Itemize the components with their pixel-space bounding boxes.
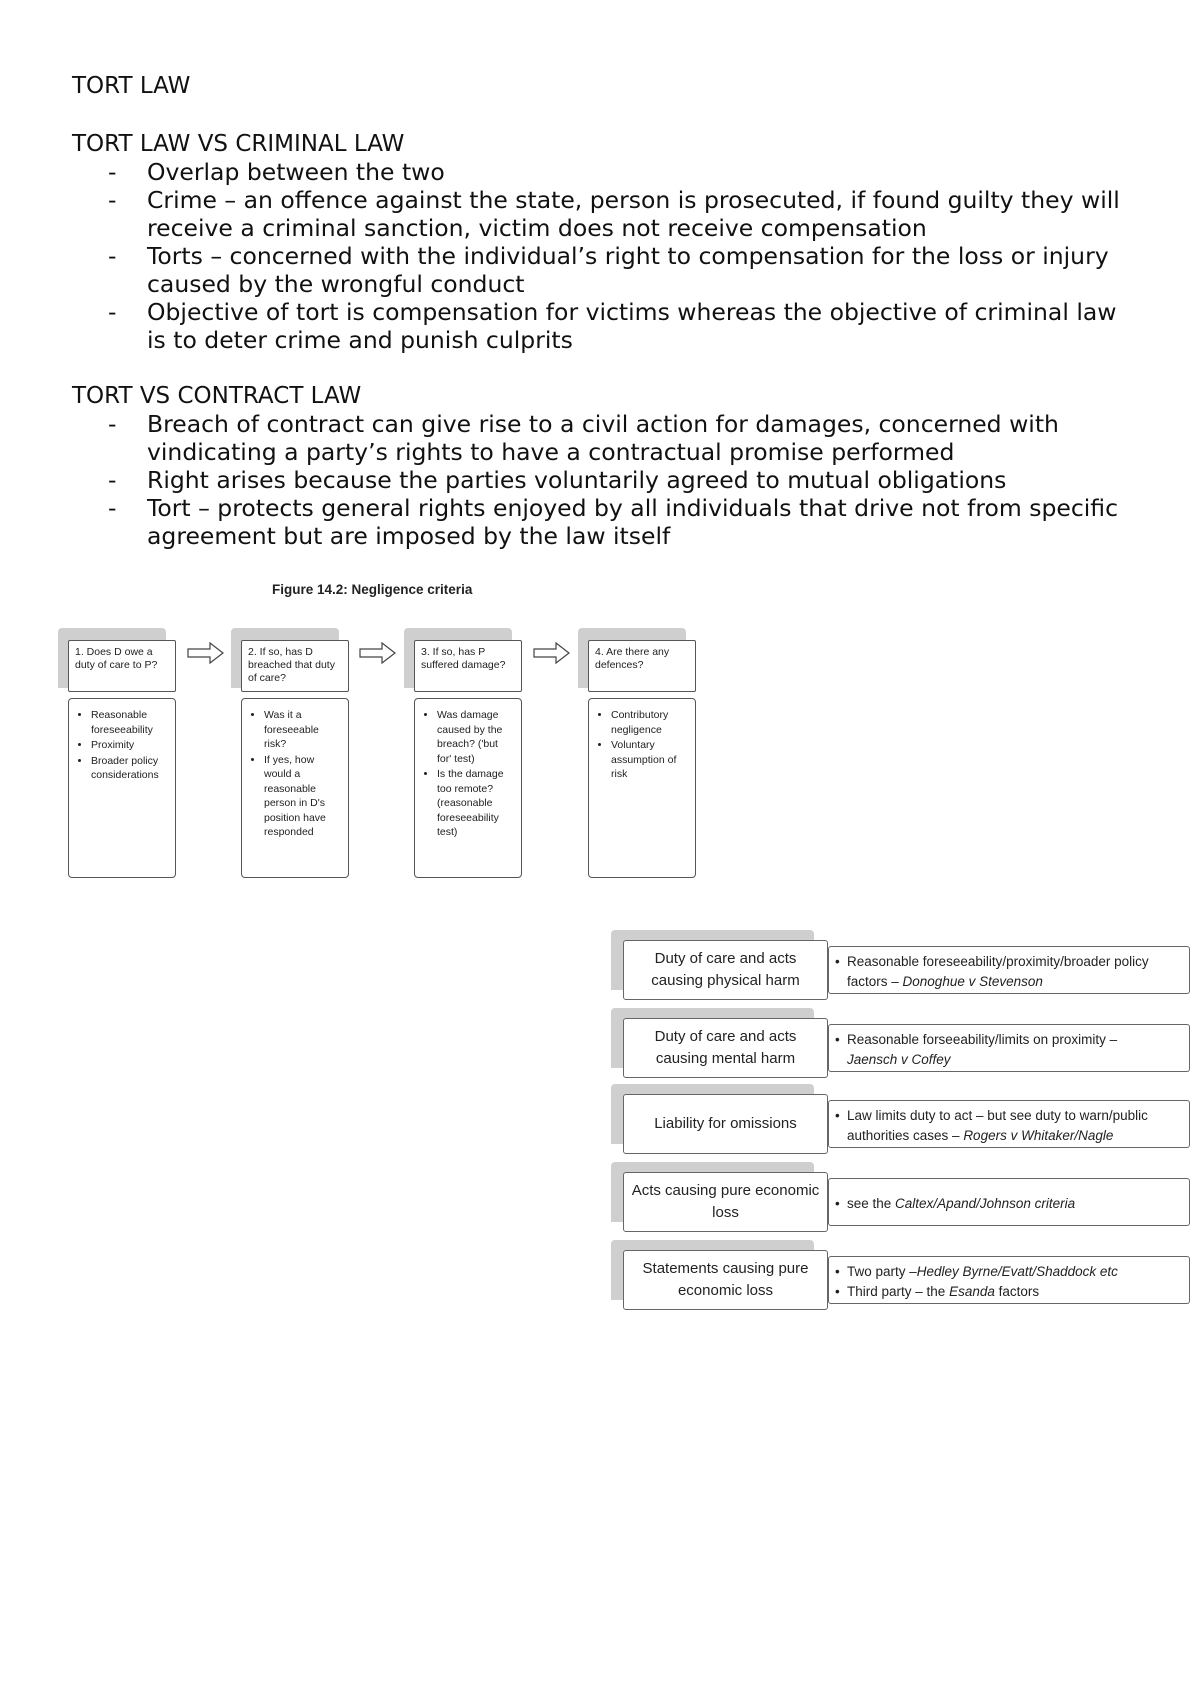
description-line	[835, 1030, 1183, 1050]
description-line	[835, 1262, 1183, 1282]
description-text: authorities cases –	[847, 1128, 964, 1143]
table-row	[611, 1162, 1191, 1226]
duty-description	[828, 1256, 1190, 1304]
case-name: Esanda	[949, 1284, 995, 1299]
description-text: see the	[847, 1196, 896, 1211]
list-item: - Overlap between the two	[108, 158, 445, 186]
duty-category: Liability for omissions	[623, 1094, 828, 1154]
table-row	[611, 1240, 1191, 1304]
case-name: Hedley Byrne/Evatt/Shaddock etc	[916, 1264, 1118, 1279]
list-item: - Objective of tort is compensation for victims whereas the objective of criminal law is to deter crime and punish culprits	[108, 298, 1117, 354]
step-considerations	[414, 698, 522, 878]
description-text: Reasonable foreseeability/proximity/broader policy	[847, 954, 1149, 969]
case-name: Rogers v Whitaker/Nagle	[963, 1128, 1114, 1143]
figure-title: Figure 14.2: Negligence criteria	[272, 582, 473, 597]
list-item: • Contributory negligence	[611, 708, 689, 737]
list-item: • Is the damage too remote? (reasonable foreseeability test)	[437, 767, 515, 840]
criminal-heading: TORT LAW VS CRIMINAL LAW	[72, 131, 405, 157]
step-question: 3. If so, has P suffered damage?	[414, 640, 522, 692]
list-item: • Voluntary assumption of risk	[611, 738, 689, 782]
case-name: Donoghue v Stevenson	[902, 974, 1043, 989]
step-question: 4. Are there any defences?	[588, 640, 696, 692]
duty-description	[828, 1100, 1190, 1148]
list-item: • Broader policy considerations	[91, 754, 169, 783]
criminal-bullet-list	[72, 158, 1132, 354]
document-title: TORT LAW	[72, 73, 191, 99]
description-text: Third party – the	[847, 1284, 950, 1299]
list-item: - Crime – an offence against the state, person is prosecuted, if found guilty they will receive a criminal sanction, victim does not receive compensation	[108, 186, 1120, 242]
contract-bullet-list	[72, 410, 1132, 550]
description-text: factors –	[847, 974, 903, 989]
description-text: factors	[994, 1284, 1040, 1299]
step-considerations	[68, 698, 176, 878]
arrow-right-icon	[358, 640, 398, 666]
description-line	[835, 1194, 1183, 1214]
arrow-right-icon	[186, 640, 226, 666]
list-item: • If yes, how would a reasonable person in D's position have responded	[264, 753, 342, 840]
list-item: • Reasonable foreseeability	[91, 708, 169, 737]
list-item: • Was it a foreseeable risk?	[264, 708, 342, 752]
duty-description	[828, 1024, 1190, 1072]
description-text: Reasonable forseeability/limits on proximity –	[847, 1032, 1118, 1047]
duty-category: Duty of care and acts causing mental harm	[623, 1018, 828, 1078]
case-name: Caltex/Apand/Johnson criteria	[895, 1196, 1076, 1211]
list-item: • Was damage caused by the breach? ('but for' test)	[437, 708, 515, 766]
description-line	[835, 952, 1183, 972]
table-row	[611, 1008, 1191, 1072]
description-line	[835, 1282, 1183, 1302]
list-item: - Torts – concerned with the individual’s right to compensation for the loss or injury caused by the wrongful conduct	[108, 242, 1109, 298]
step-considerations	[588, 698, 696, 878]
description-line	[835, 1106, 1183, 1126]
description-line	[835, 1126, 1183, 1146]
table-row	[611, 1084, 1191, 1148]
list-item: • Proximity	[91, 738, 169, 753]
description-text: Two party –	[847, 1264, 917, 1279]
duty-category: Acts causing pure economic loss	[623, 1172, 828, 1232]
duty-description	[828, 1178, 1190, 1226]
description-line	[835, 1050, 1183, 1070]
contract-heading: TORT VS CONTRACT LAW	[72, 383, 362, 409]
description-line	[835, 972, 1183, 992]
arrow-right-icon	[532, 640, 572, 666]
duty-category: Duty of care and acts causing physical harm	[623, 940, 828, 1000]
list-item: - Right arises because the parties voluntarily agreed to mutual obligations	[108, 466, 1007, 494]
duty-category: Statements causing pure economic loss	[623, 1250, 828, 1310]
description-text: Law limits duty to act – but see duty to warn/public	[847, 1108, 1148, 1123]
case-name: Jaensch v Coffey	[847, 1052, 951, 1067]
step-question: 1. Does D owe a duty of care to P?	[68, 640, 176, 692]
list-item: - Tort – protects general rights enjoyed by all individuals that drive not from specific agreement but are imposed by the law itself	[108, 494, 1119, 550]
step-question: 2. If so, has D breached that duty of care?	[241, 640, 349, 692]
table-row	[611, 930, 1191, 994]
duty-description	[828, 946, 1190, 994]
list-item: - Breach of contract can give rise to a civil action for damages, concerned with vindicating a party’s rights to have a contractual promise performed	[108, 410, 1059, 466]
step-considerations	[241, 698, 349, 878]
